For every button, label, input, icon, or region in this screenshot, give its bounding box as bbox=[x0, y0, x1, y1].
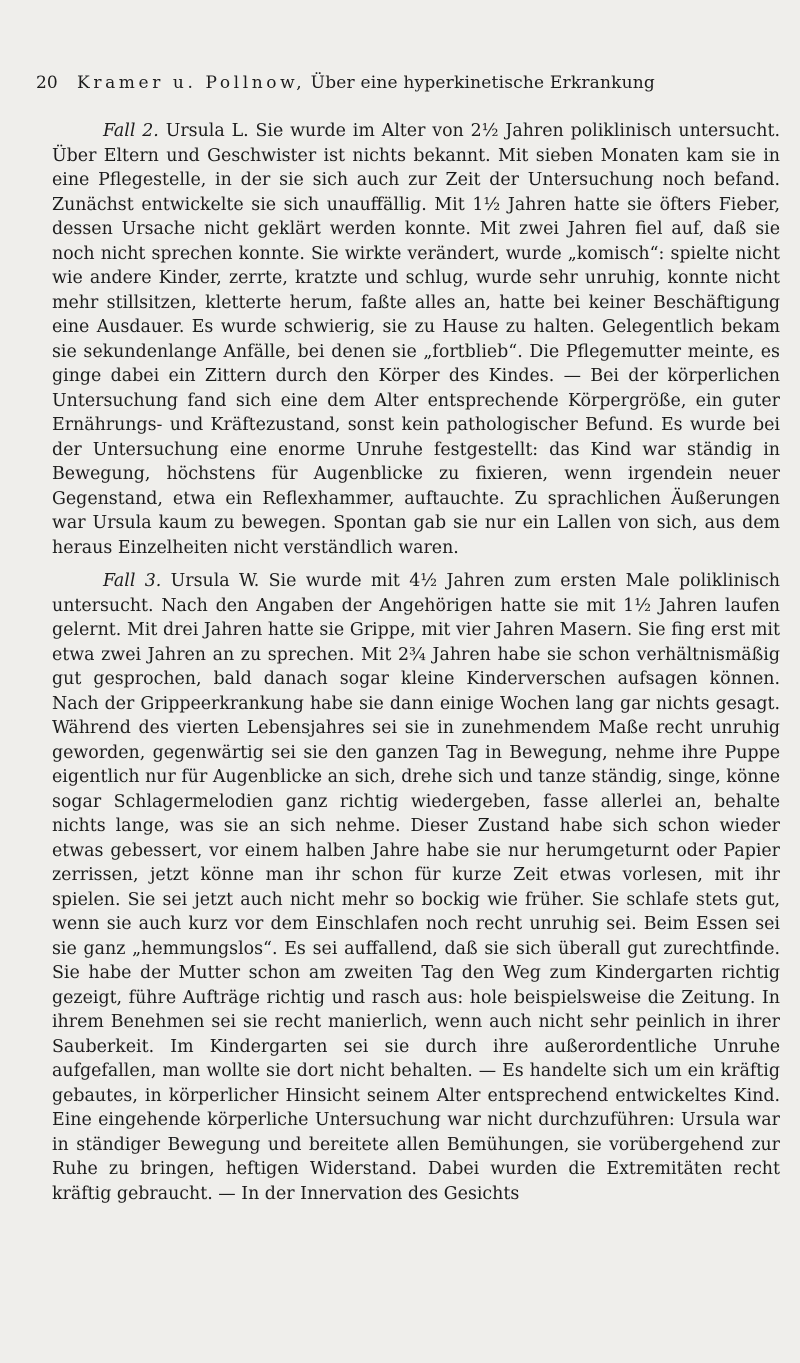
case-text: Ursula W. Sie wurde mit 4½ Jahren zum ersten Male poliklinisch untersucht. Nach den Angaben der Angehörigen hatte sie mit 1½ Jahren laufen gelernt. Mit drei Jahren hatte sie Grippe, mit vier Jahren Masern. Sie fing erst mit etwa zwei Jahren an zu sprechen. Mit 2¾ Jahren habe sie schon verhältnismäßig gut gesprochen, bald danach sogar kleine Kinderverschen aufsagen können. Nach der Grippeerkrankung habe sie dann einige Wochen lang gar nichts gesagt. Während des vierten Lebensjahres sei sie in zunehmendem Maße recht unruhig geworden, gegenwärtig sei sie den ganzen Tag in Bewegung, nehme ihre Puppe eigentlich nur für Augenblicke an sich, drehe sich und tanze ständig, singe, könne sogar Schlagermelodien ganz richtig wiedergeben, fasse allerlei an, behalte nichts lange, was sie an sich nehme. Dieser Zustand habe sich schon wieder etwas gebessert, vor einem halben Jahre habe sie nur herumgeturnt oder Papier zerrissen, jetzt könne man ihr schon für kurze Zeit etwas vorlesen, mit ihr spielen. Sie sei jetzt auch nicht mehr so bockig wie früher. Sie schlafe stets gut, wenn sie auch kurz vor dem Einschlafen noch recht unruhig sei. Beim Essen sei sie ganz „hemmungslos“. Es sei auffallend, daß sie sich überall gut zurechtfinde. Sie habe der Mutter schon am zweiten Tag den Weg zum Kindergarten richtig gezeigt, führe Aufträge richtig und rasch aus: hole beispielsweise die Zeitung. In ihrem Benehmen sei sie recht manierlich, wenn auch nicht sehr peinlich in ihrer Sauberkeit. Im Kindergarten sei sie durch ihre außerordentliche Unruhe aufgefallen, man wollte sie dort nicht behalten. — Es handelte sich um ein kräftig gebautes, in körperlicher Hinsicht seinem Alter entsprechend entwickeltes Kind. Eine eingehende körperliche Untersuchung war nicht durchzuführen: Ursula war in ständiger Bewegung und bereitete allen Bemühungen, sie vorübergehend zur Ruhe zu bringen, heftigen Widerstand. Dabei wurden die Extremitäten recht kräftig gebraucht. — In der Innervation des Gesichts bbox=[52, 571, 780, 1204]
running-header bbox=[36, 70, 756, 96]
page-number: 20 bbox=[36, 73, 58, 93]
header-authors: Kramer u. Pollnow, bbox=[77, 73, 306, 93]
page-body bbox=[52, 119, 780, 1215]
case-text: Ursula L. Sie wurde im Alter von 2½ Jahren poliklinisch untersucht. Über Eltern und Geschwister ist nichts bekannt. Mit sieben Monaten kam sie in eine Pflegestelle, in der sie sich auch zur Zeit der Untersuchung noch befand. Zunächst entwickelte sie sich unauffällig. Mit 1½ Jahren hatte sie öfters Fieber, dessen Ursache nicht geklärt werden konnte. Mit zwei Jahren fiel auf, daß sie noch nicht sprechen konnte. Sie wirkte verändert, wurde „komisch“: spielte nicht wie andere Kinder, zerrte, kratzte und schlug, wurde sehr unruhig, konnte nicht mehr stillsitzen, kletterte herum, faßte alles an, hatte bei keiner Beschäftigung eine Ausdauer. Es wurde schwierig, sie zu Hause zu halten. Gelegentlich bekam sie sekundenlange Anfälle, bei denen sie „fortblieb“. Die Pflegemutter meinte, es ginge dabei ein Zittern durch den Körper des Kindes. — Bei der körperlichen Untersuchung fand sich eine dem Alter entsprechende Körpergröße, ein guter Ernährungs- und Kräftezustand, sonst kein pathologischer Befund. Es wurde bei der Untersuchung eine enorme Unruhe festgestellt: das Kind war ständig in Bewegung, höchstens für Augenblicke zu fixieren, wenn irgendein neuer Gegenstand, etwa ein Reflexhammer, auftauchte. Zu sprachlichen Äußerungen war Ursula kaum zu bewegen. Spontan gab sie nur ein Lallen von sich, aus dem heraus Einzelheiten nicht verständlich waren. bbox=[52, 121, 781, 558]
case-label: Fall 2. bbox=[103, 121, 159, 141]
case-label: Fall 3. bbox=[103, 571, 162, 591]
header-title: Über eine hyperkinetische Erkrankung bbox=[310, 73, 656, 93]
case-paragraph-fall-2 bbox=[52, 119, 780, 560]
case-paragraph-fall-3 bbox=[52, 569, 780, 1206]
